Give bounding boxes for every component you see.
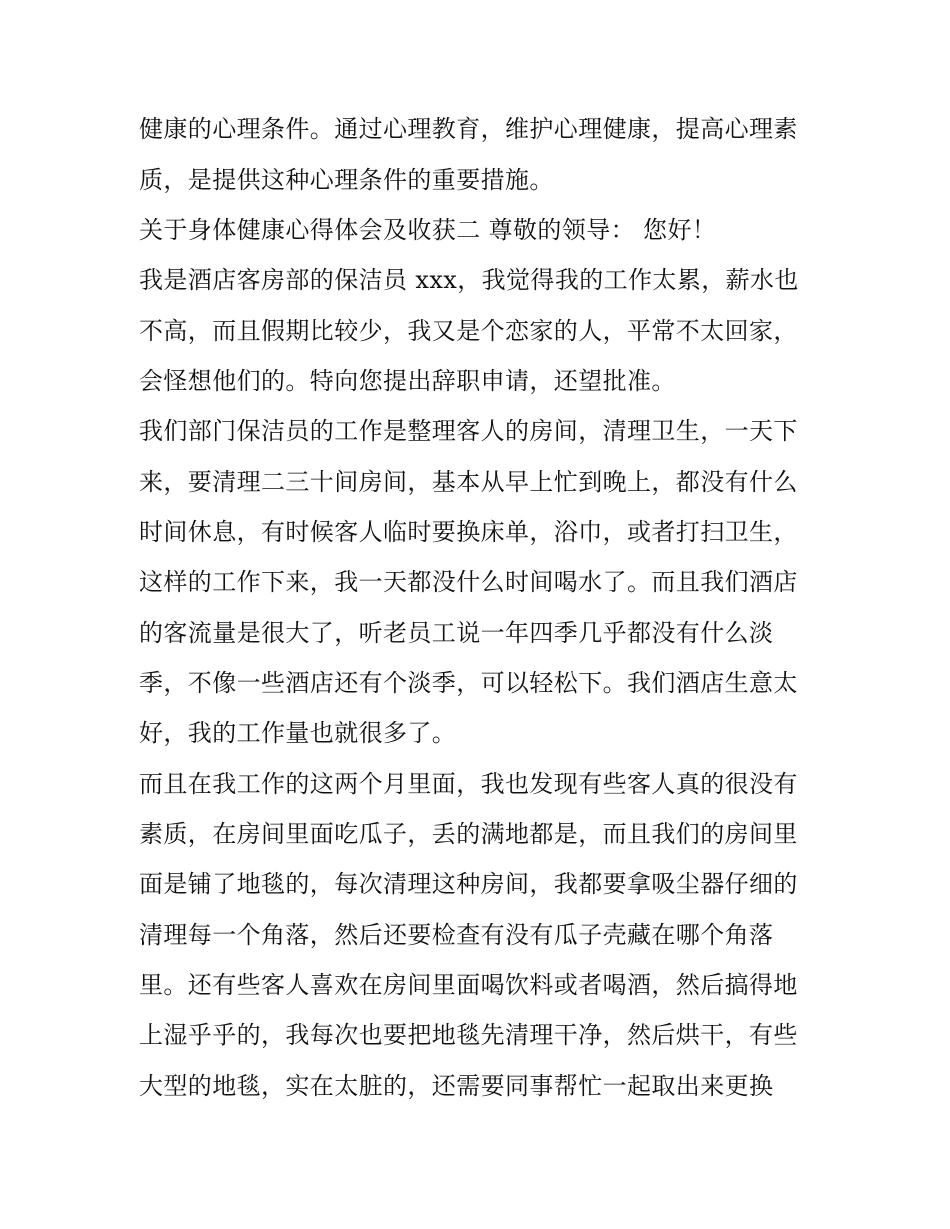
- text-line: 素质，在房间里面吃瓜子，丢的满地都是，而且我们的房间里: [139, 820, 798, 848]
- text-line: 这样的工作下来，我一天都没什么时间喝水了。而且我们酒店: [139, 568, 798, 596]
- text-line: 大型的地毯，实在太脏的，还需要同事帮忙一起取出来更换: [139, 1072, 774, 1100]
- text-line: 里。还有些客人喜欢在房间里面喝饮料或者喝酒，然后搞得地: [139, 971, 798, 999]
- text-line: 季，不像一些酒店还有个淡季，可以轻松下。我们酒店生意太: [139, 669, 798, 697]
- text-line: 清理每一个角落，然后还要检查有没有瓜子壳藏在哪个角落: [139, 921, 774, 949]
- text-line: 我是酒店客房部的保洁员 xxx，我觉得我的工作太累，薪水也: [139, 266, 799, 294]
- text-line: 时间休息，有时候客人临时要换床单，浴巾，或者打扫卫生，: [139, 518, 798, 546]
- text-line: 我们部门保洁员的工作是整理客人的房间，清理卫生，一天下: [139, 417, 798, 445]
- text-line: 不高，而且假期比较少，我又是个恋家的人，平常不太回家，: [139, 317, 798, 345]
- text-line: 会怪想他们的。特向您提出辞职申请，还望批准。: [139, 367, 676, 395]
- text-line: 好，我的工作量也就很多了。: [139, 719, 457, 747]
- text-line: 的客流量是很大了，听老员工说一年四季几乎都没有什么淡: [139, 619, 774, 647]
- text-line: 来，要清理二三十间房间，基本从早上忙到晚上，都没有什么: [139, 468, 798, 496]
- text-line: 上湿乎乎的，我每次也要把地毯先清理干净，然后烘干，有些: [139, 1021, 798, 1049]
- text-line: 而且在我工作的这两个月里面，我也发现有些客人真的很没有: [139, 770, 798, 798]
- text-line: 关于身体健康心得体会及收获二 尊敬的领导： 您好！: [139, 216, 717, 244]
- text-line: 面是铺了地毯的，每次清理这种房间，我都要拿吸尘器仔细的: [139, 870, 798, 898]
- text-line: 健康的心理条件。通过心理教育，维护心理健康，提高心理素: [139, 115, 798, 143]
- text-line: 质，是提供这种心理条件的重要措施。: [139, 166, 554, 194]
